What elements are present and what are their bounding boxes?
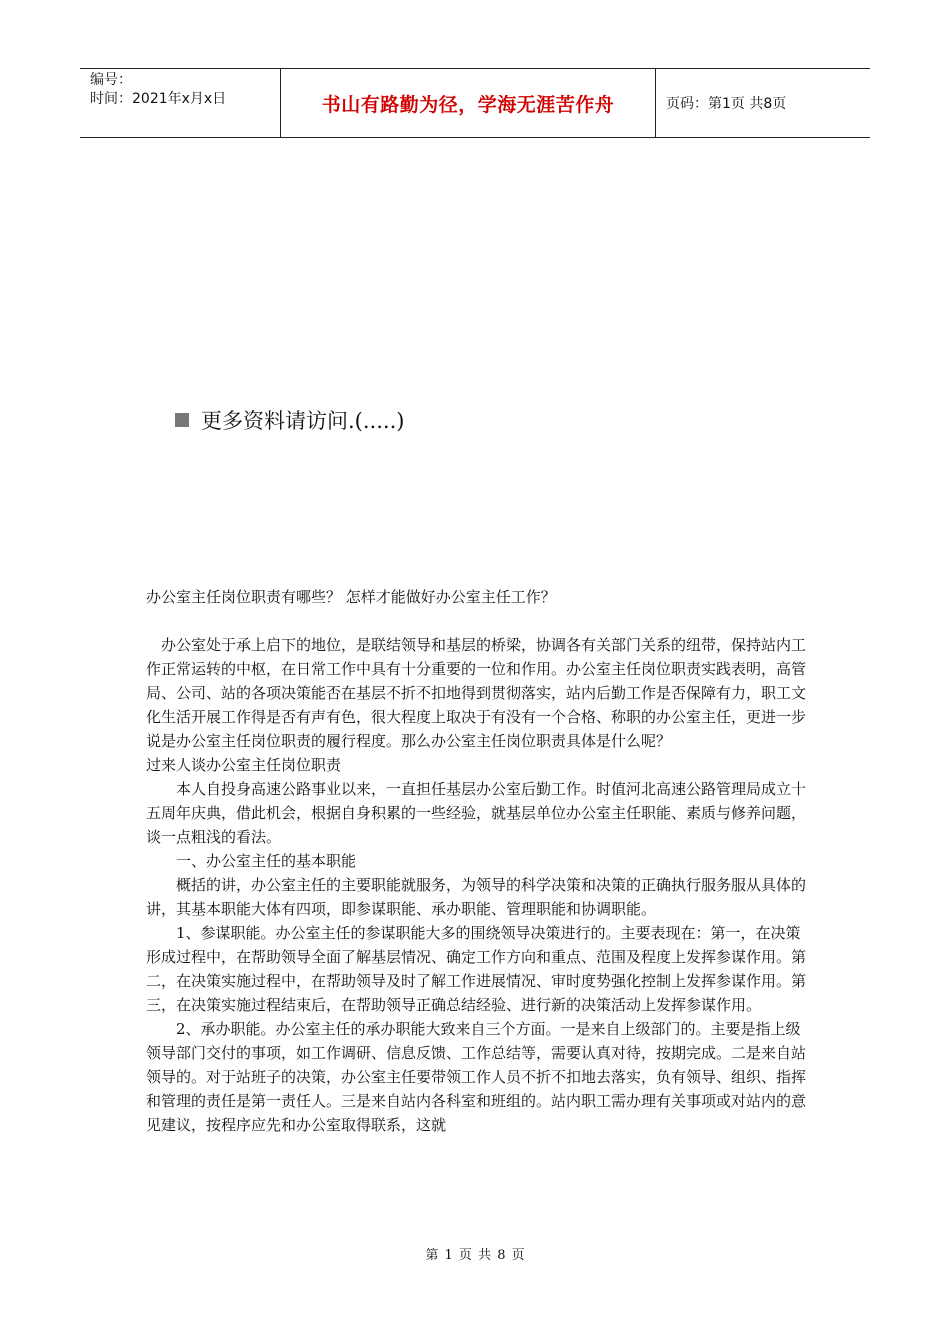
page-footer: 第 1 页 共 8 页 (425, 1248, 525, 1263)
paragraph-advisory-function: 1、参谋职能。办公室主任的参谋职能大多的围绕领导决策进行的。主要表现在：第一，在决策形成过程中，在帮助领导全面了解基层情况、确定工作方向和重点、范围及程度上发挥参谋作用。第二，在决策实施过程中，在帮助领导及时了解工作进展情况、审时度势强化控制上发挥参谋作用。第三，在决策实施过程结束后，在帮助领导正确总结经验、进行新的决策活动上发挥参谋作用。 (146, 924, 807, 1014)
header-motto: 书山有路勤为径，学海无涯苦作舟 (281, 69, 656, 137)
bullet-square-icon (175, 413, 189, 427)
article-body (146, 585, 812, 1137)
document-number-label: 编号： (90, 72, 132, 88)
paragraph-summary: 概括的讲，办公室主任的主要职能就服务，为领导的科学决策和决策的正确执行服务服从具体的讲，其基本职能大体有四项，即参谋职能、承办职能、管理职能和协调职能。 (146, 876, 807, 918)
paragraph-handling-function: 2、承办职能。办公室主任的承办职能大致来自三个方面。一是来自上级部门的。主要是指上级领导部门交付的事项，如工作调研、信息反馈、工作总结等，需要认真对待，按期完成。二是来自站领导的。对于站班子的决策，办公室主任要带领工作人员不折不扣地去落实，负有领导、组织、指挥和管理的责任是第一责任人。三是来自站内各科室和班组的。站内职工需办理有关事项或对站内的意见建议，按程序应先和办公室取得联系，这就 (146, 1020, 807, 1134)
article-title: 办公室主任岗位职责有哪些？ 怎样才能做好办公室主任工作？ (146, 588, 556, 606)
paragraph-background: 本人自投身高速公路事业以来，一直担任基层办公室后勤工作。时值河北高速公路管理局成立十五周年庆典，借此机会，根据自身积累的一些经验，就基层单位办公室主任职能、素质与修养问题，谈一点粗浅的看法。 (146, 780, 807, 846)
more-resources-link[interactable]: 更多资料请访问.(.....) (201, 409, 405, 433)
paragraph-intro: 办公室处于承上启下的地位，是联结领导和基层的桥梁，协调各有关部门关系的纽带，保持站内工作正常运转的中枢，在日常工作中具有十分重要的一位和作用。办公室主任岗位职责实践表明，高管局、公司、站的各项决策能否在基层不折不扣地得到贯彻落实，站内后勤工作是否保障有力，职工文化生活开展工作得是否有声有色，很大程度上取决于有没有一个合格、称职的办公室主任，更进一步说是办公室主任岗位职责的履行程度。那么办公室主任岗位职责具体是什么呢？ (146, 636, 807, 750)
section-heading: 过来人谈办公室主任岗位职责 (146, 756, 342, 774)
document-header (80, 68, 870, 138)
document-time-label: 时间：2021年x月x日 (90, 91, 227, 107)
subsection-heading: 一、办公室主任的基本职能 (176, 852, 357, 870)
more-resources-line (175, 405, 404, 435)
header-page-indicator: 页码：第1页 共8页 (666, 96, 787, 112)
header-meta (80, 69, 281, 137)
